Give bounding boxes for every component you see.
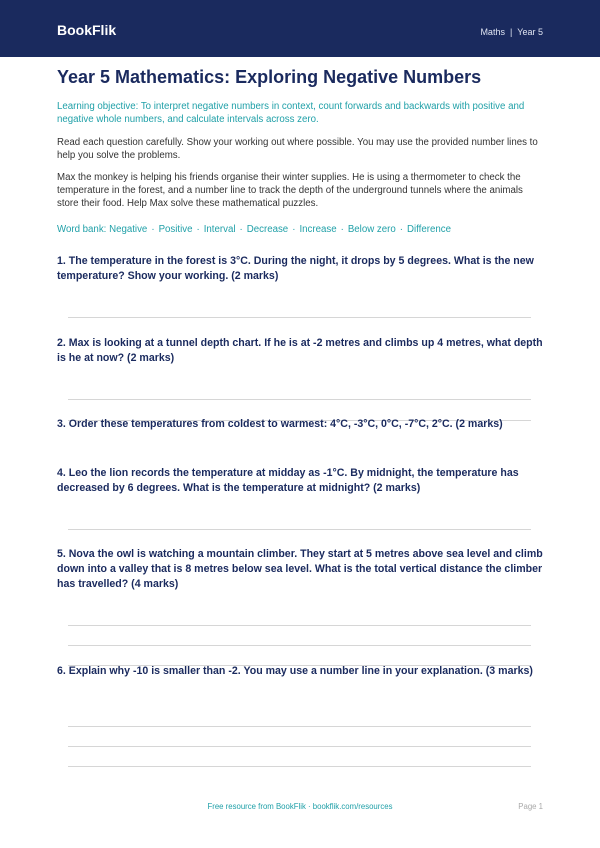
- subject-label: Maths: [480, 27, 505, 37]
- footer-link[interactable]: Free resource from BookFlik · bookflik.com/resources: [207, 802, 393, 811]
- question-1: 1. The temperature in the forest is 3°C. During the night, it drops by 5 degrees. What is the new temperature? Show your working. (2 marks): [57, 255, 534, 282]
- question-6: 6. Explain why -10 is smaller than -2. You may use a number line in your explanation. (3 marks): [57, 665, 533, 677]
- answer-line[interactable]: [68, 399, 531, 400]
- answer-line[interactable]: [68, 746, 531, 747]
- question-4: 4. Leo the lion records the temperature at midday as -1°C. By midnight, the temperature has decreased by 6 degrees. What is the temperature at midnight? (2 marks): [57, 467, 519, 494]
- word-bank-word: Below zero: [347, 224, 396, 235]
- page-number: Page 1: [518, 802, 543, 811]
- answer-line[interactable]: [68, 625, 531, 626]
- word-bank-word: Interval: [203, 224, 236, 235]
- learning-objective: Learning objective: To interpret negative numbers in context, count forwards and backwards with positive and negative whole numbers, and calculate intervals across zero.: [57, 101, 525, 125]
- word-bank: Word bank: Negative · Positive · Interval · Decrease · Increase · Below zero · Difference: [57, 224, 451, 235]
- word-bank-label: Word bank:: [57, 224, 107, 235]
- answer-line[interactable]: [68, 645, 531, 646]
- word-bank-word: Difference: [407, 224, 451, 235]
- answer-line[interactable]: [68, 317, 531, 318]
- answer-line[interactable]: [68, 529, 531, 530]
- question-2: 2. Max is looking at a tunnel depth chart. If he is at -2 metres and climbs up 4 metres, what depth is he at now? (2 marks): [57, 337, 543, 364]
- intro-paragraph: Read each question carefully. Show your working out where possible. You may use the provided number lines to help you solve the problems.: [57, 137, 538, 161]
- question-3: 3. Order these temperatures from coldest to warmest: 4°C, -3°C, 0°C, -7°C, 2°C. (2 marks): [57, 418, 503, 430]
- year-label: Year 5: [517, 27, 543, 37]
- answer-line[interactable]: [68, 766, 531, 767]
- header-meta: [480, 27, 543, 38]
- story-paragraph: Max the monkey is helping his friends organise their winter supplies. He is using a thermometer to check the temperature in the forest, and a number line to track the depth of the underground tunnels where the animals store their food. Help Max solve these mathematical puzzles.: [57, 172, 523, 209]
- header-bar: [0, 0, 600, 57]
- word-bank-word: Decrease: [246, 224, 289, 235]
- word-bank-word: Positive: [158, 224, 193, 235]
- header-separator: |: [509, 27, 513, 37]
- brand-logo: BookFlik: [57, 22, 117, 38]
- answer-line[interactable]: [68, 726, 531, 727]
- question-5: 5. Nova the owl is watching a mountain climber. They start at 5 metres above sea level and climb down into a valley that is 8 metres below sea level. What is the total vertical distance the climber has travelled? (4 marks): [57, 548, 543, 590]
- word-bank-word: Negative: [109, 224, 148, 235]
- page-title: Year 5 Mathematics: Exploring Negative Numbers: [57, 67, 482, 87]
- word-bank-word: Increase: [299, 224, 337, 235]
